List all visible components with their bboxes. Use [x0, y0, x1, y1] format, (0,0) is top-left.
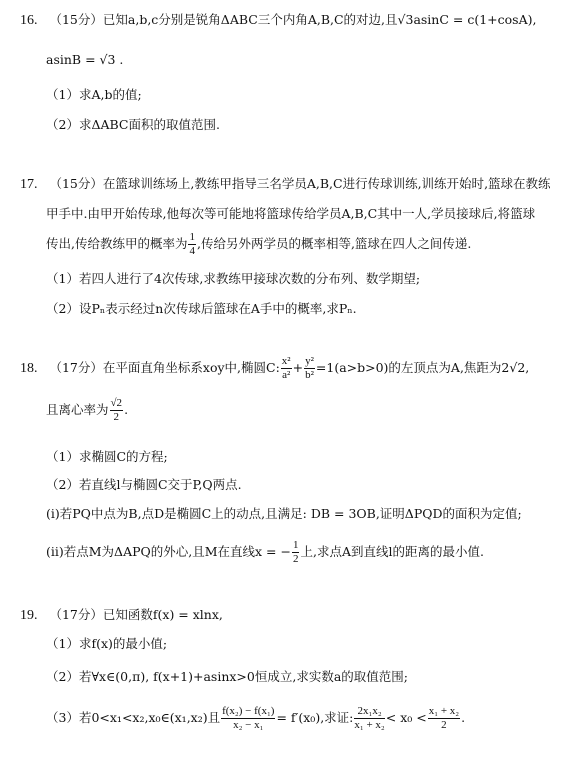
q18-stem-b: =1(a>b>0)的左顶点为A,焦距为2√2,	[315, 360, 530, 375]
q18-score: （17分）	[49, 360, 103, 375]
q19-diff-num: f(x₂) − f(x₁)	[222, 705, 275, 717]
q17-frac-den: 4	[189, 245, 195, 257]
q17-number: 17.	[20, 177, 38, 192]
q16-part1: （1）求A,b的值;	[46, 87, 142, 102]
q18-ellipse-x-fraction	[281, 356, 292, 381]
q18-ellipse-y-den: b²	[305, 369, 314, 381]
q18-ecc-fraction	[110, 398, 124, 423]
q18-ellipse-y-fraction	[304, 356, 315, 381]
q16-part2: （2）求ΔABC面积的取值范围.	[46, 117, 220, 132]
q17-frac-num: 1	[189, 231, 195, 243]
q18-sub1: (ⅰ)若PQ中点为B,点D是椭圆C上的动点,且满足: DB = 3OB,证明ΔPQD的面积为定值;	[46, 506, 522, 521]
q16-stem-line1	[20, 14, 536, 28]
q19-left-fraction	[354, 706, 384, 731]
q16-score: （15分）	[49, 12, 103, 27]
q17-stem-line1	[20, 178, 551, 192]
q19-number: 19.	[20, 608, 38, 623]
q16-stem-part1: 已知a,b,c分别是锐角ΔABC三个内角A,B,C的对边,且√3asinC = c(1+cosA),	[102, 12, 537, 27]
q18-sub2-den: 2	[292, 553, 299, 565]
q19-part3-mid: = f′(x₀),求证:	[276, 710, 354, 725]
q18-ellipse-y-num: y²	[305, 355, 314, 367]
q17-stem-line1-text: 在篮球训练场上,教练甲指导三名学员A,B,C进行传球训练,训练开始时,篮球在教练	[102, 176, 551, 191]
q19-part2: （2）若∀x∈(0,π), f(x+1)+asinx>0恒成立,求实数a的取值范围;	[46, 669, 409, 684]
q18-ecc-b: .	[124, 402, 129, 417]
q18-sub2-fraction	[292, 540, 300, 565]
q17-stem-line3-a: 传出,传给教练甲的概率为	[46, 236, 188, 251]
q18-number: 18.	[20, 361, 38, 376]
q19-right-den: 2	[441, 719, 447, 731]
q16-number: 16.	[20, 13, 38, 28]
q19-inequality-mid: < x₀ <	[385, 710, 427, 725]
q19-part3-a: （3）若0<x₁<x₂,x₀∈(x₁,x₂)且	[46, 710, 221, 725]
q19-part3	[46, 706, 465, 731]
q17-score: （15分）	[49, 176, 103, 191]
q16-stem-line2: asinB = √3 .	[46, 52, 124, 67]
q18-ellipse-plus: +	[292, 360, 304, 375]
q18-ellipse-x-num: x²	[281, 355, 291, 367]
q19-diff-quotient-fraction	[221, 706, 275, 731]
q19-left-den: x₁ + x₂	[354, 719, 385, 731]
q18-ecc-num: √2	[110, 397, 123, 409]
q18-ellipse-x-den: a²	[282, 369, 291, 381]
q18-sub2-b: 上,求点A到直线l的距离的最小值.	[300, 544, 484, 559]
q17-stem-line2: 甲手中.由甲开始传球,他每次等可能地将篮球传给学员A,B,C其中一人,学员接球后,将篮球	[46, 206, 536, 221]
q18-sub2-num: 1	[292, 539, 299, 551]
q18-stem-a: 在平面直角坐标系xoy中,椭圆C:	[102, 360, 280, 375]
q18-sub2-a: (ⅱ)若点M为ΔAPQ的外心,且M在直线x = −	[46, 544, 291, 559]
q17-part1: （1）若四人进行了4次传球,求教练甲接球次数的分布列、数学期望;	[46, 271, 421, 286]
q19-stem: 已知函数f(x) = xlnx,	[102, 607, 223, 622]
q18-eccentricity-line	[46, 398, 128, 423]
q19-score: （17分）	[49, 607, 103, 622]
q17-probability-fraction	[188, 232, 196, 257]
q18-ecc-a: 且离心率为	[46, 402, 109, 417]
q18-part1: （1）求椭圆C的方程;	[46, 449, 168, 464]
q17-stem-line3	[46, 232, 471, 257]
q19-right-num: x₁ + x₂	[428, 705, 460, 717]
q18-ecc-den: 2	[113, 411, 120, 423]
q19-diff-den: x₂ − x₁	[233, 719, 264, 731]
q19-stem-line	[20, 609, 223, 623]
q19-part1: （1）求f(x)的最小值;	[46, 636, 168, 651]
q18-sub2-line	[46, 540, 484, 565]
q18-part2: （2）若直线l与椭圆C交于P,Q两点.	[46, 477, 242, 492]
q17-part2: （2）设Pₙ表示经过n次传球后篮球在A手中的概率,求Pₙ.	[46, 301, 357, 316]
q18-stem-line1	[20, 356, 529, 381]
q17-stem-line3-b: ,传给另外两学员的概率相等,篮球在四人之间传递.	[196, 236, 472, 251]
q19-part3-end: .	[461, 710, 466, 725]
q19-left-num: 2x₁x₂	[354, 706, 384, 719]
q19-right-fraction	[428, 706, 460, 731]
